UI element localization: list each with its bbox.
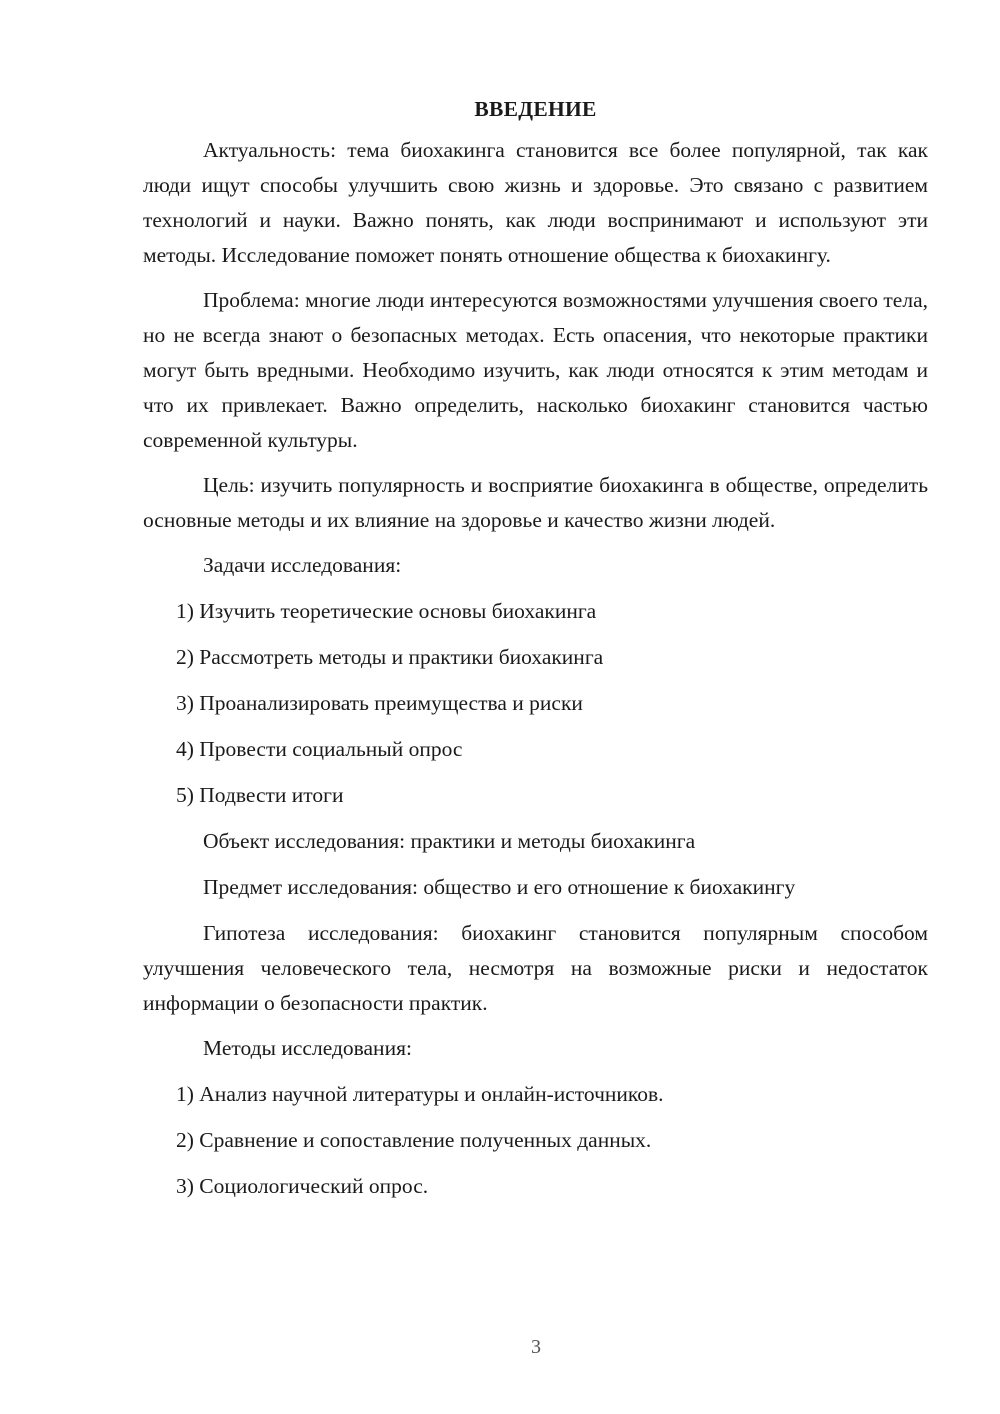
- document-page: [143, 92, 928, 1215]
- list-item: 1) Изучить теоретические основы биохакинга: [176, 599, 597, 623]
- object-line: Объект исследования: практики и методы биохакинга: [203, 829, 696, 853]
- problem-paragraph: Проблема: многие люди интересуются возможностями улучшения своего тела, но не всегда знают о безопасных методах. Есть опасения, что некоторые практики могут быть вредными. Необходимо изучить, как люди относятся к этим методам и что их привлекает. Важно определить, насколько биохакинг становится частью современной культуры.: [143, 288, 928, 452]
- list-item: 2) Рассмотреть методы и практики биохакинга: [176, 645, 604, 669]
- subject-line: Предмет исследования: общество и его отношение к биохакингу: [203, 875, 796, 899]
- page-title: ВВЕДЕНИЕ: [474, 97, 597, 121]
- list-item: 3) Проанализировать преимущества и риски: [176, 691, 583, 715]
- list-item: 5) Подвести итоги: [176, 783, 344, 807]
- list-item: 1) Анализ научной литературы и онлайн-источников.: [176, 1082, 664, 1106]
- goal-paragraph: Цель: изучить популярность и восприятие биохакинга в обществе, определить основные методы и их влияние на здоровье и качество жизни людей.: [143, 473, 928, 532]
- relevance-paragraph: Актуальность: тема биохакинга становится все более популярной, так как люди ищут способы улучшить свою жизнь и здоровье. Это связано с развитием технологий и науки. Важно понять, как люди воспринимают и используют эти методы. Исследование поможет понять отношение общества к биохакингу.: [143, 138, 928, 267]
- list-item: 4) Провести социальный опрос: [176, 737, 463, 761]
- page-number: 3: [531, 1336, 541, 1358]
- methods-label: Методы исследования:: [203, 1036, 412, 1060]
- hypothesis-paragraph: Гипотеза исследования: биохакинг становится популярным способом улучшения человеческого тела, несмотря на возможные риски и недостаток информации о безопасности практик.: [143, 921, 928, 1015]
- list-item: 3) Социологический опрос.: [176, 1174, 429, 1198]
- tasks-list: [143, 594, 928, 813]
- tasks-label: Задачи исследования:: [203, 553, 402, 577]
- methods-list: [143, 1077, 928, 1204]
- list-item: 2) Сравнение и сопоставление полученных данных.: [176, 1128, 652, 1152]
